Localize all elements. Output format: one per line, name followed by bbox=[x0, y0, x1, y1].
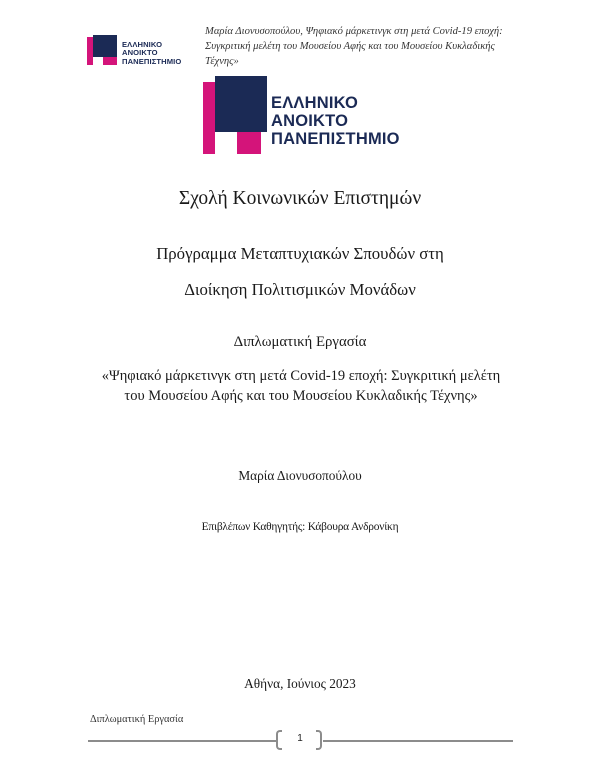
program-name bbox=[0, 236, 600, 308]
footer-rule-left bbox=[88, 740, 276, 742]
university-logo-small bbox=[87, 35, 187, 67]
university-logo-large bbox=[203, 76, 403, 156]
logo-mark-large-icon bbox=[203, 76, 269, 154]
page-number: 1 bbox=[297, 733, 303, 744]
supervisor: Επιβλέπων Καθηγητής: Κάβουρα Ανδρονίκη bbox=[201, 521, 399, 533]
school-name: Σχολή Κοινωνικών Επιστημών bbox=[178, 188, 422, 209]
thesis-type: Διπλωματική Εργασία bbox=[233, 334, 367, 350]
thesis-title: «Ψηφιακό μάρκετινγκ στη μετά Covid-19 εποχή: Συγκριτική μελέτη του Μουσείου Αφής και του Μουσείου Κυκλαδικής Τέχνης» bbox=[101, 368, 501, 404]
footer-label: Διπλωματική Εργασία bbox=[90, 714, 184, 725]
logo-line-3: ΠΑΝΕΠΙΣΤΗΜΙΟ bbox=[122, 56, 182, 66]
page-bracket-right bbox=[316, 730, 322, 750]
program-line-1: Πρόγραμμα Μεταπτυχιακών Σπουδών στη bbox=[156, 244, 444, 263]
page-bracket-left bbox=[276, 730, 282, 750]
program-line-2: Διοίκηση Πολιτισμικών Μονάδων bbox=[184, 280, 416, 299]
logo-line-1: ΕΛΛΗΝΙΚΟ bbox=[122, 40, 163, 49]
logo-line-2: ΑΝΟΙΚΤΟ bbox=[122, 48, 158, 58]
footer-rule-right bbox=[323, 740, 513, 742]
running-header: Μαρία Διονυσοπούλου, Ψηφιακό μάρκετινγκ στη μετά Covid-19 εποχή: Συγκριτική μελέτη του Μουσείου Αφής και του Μουσείου Κυκλαδικής Τέχνης» bbox=[205, 26, 503, 67]
logo-large-line-2: ΑΝΟΙΚΤΟ bbox=[271, 112, 349, 130]
logo-large-line-3: ΠΑΝΕΠΙΣΤΗΜΙΟ bbox=[271, 130, 400, 148]
logo-large-line-1: ΕΛΛΗΝΙΚΟ bbox=[271, 94, 359, 112]
logo-mark-icon bbox=[87, 35, 121, 67]
place-date: Αθήνα, Ιούνιος 2023 bbox=[244, 676, 356, 691]
author-name: Μαρία Διονυσοπούλου bbox=[238, 468, 362, 483]
